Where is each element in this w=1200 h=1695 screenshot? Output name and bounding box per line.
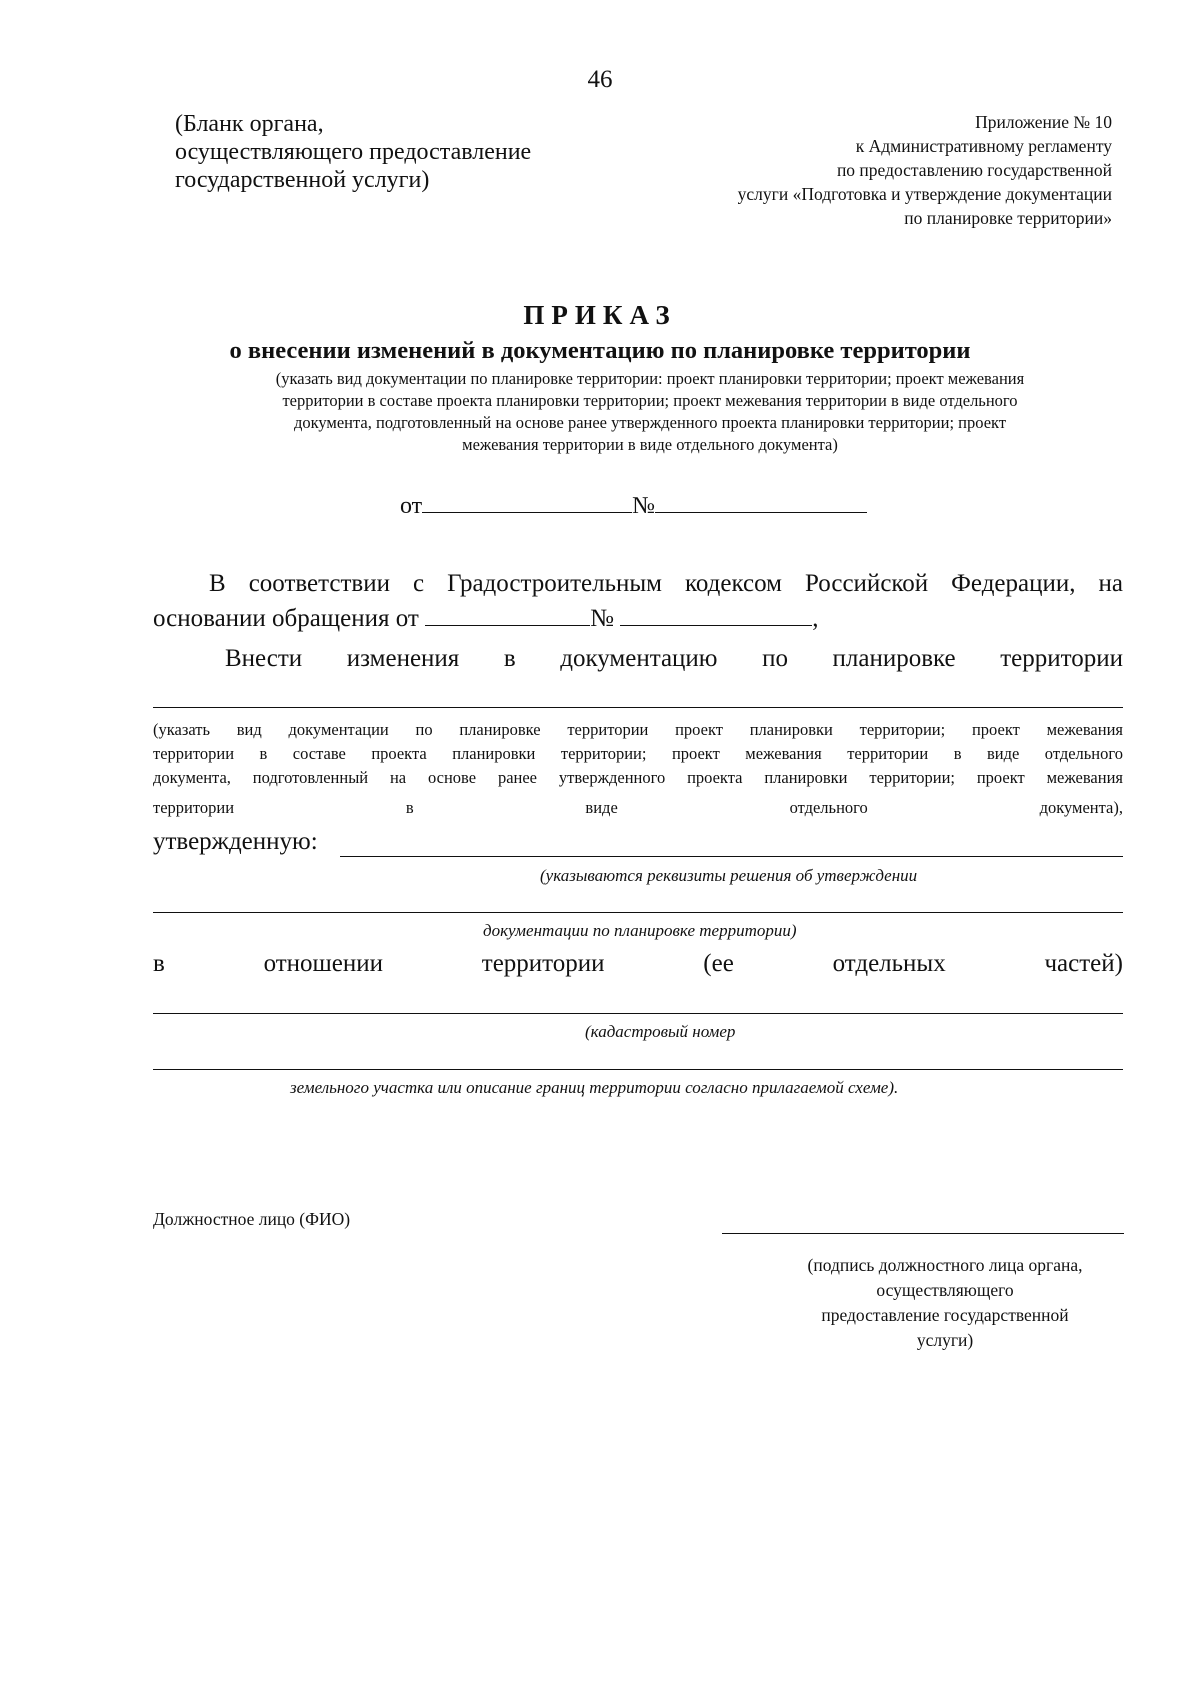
document-title: ПРИКАЗ <box>523 300 677 330</box>
amend-instruction-line <box>225 645 1123 673</box>
approved-label: утвержденную: <box>153 828 318 855</box>
word: в <box>153 950 165 977</box>
requisites-hint: (указываются реквизиты решения об утверждении <box>540 866 918 885</box>
appendix-line: услуги «Подготовка и утверждение документации <box>737 184 1112 204</box>
word: планировке <box>832 645 956 672</box>
territory-description-hint: земельного участка или описание границ территории согласно прилагаемой схеме). <box>290 1078 899 1097</box>
appendix-line: Приложение № 10 <box>975 112 1112 132</box>
word: территории <box>153 798 235 817</box>
appeal-number-label: № <box>590 605 614 632</box>
appendix-line: по планировке территории» <box>904 208 1112 228</box>
territory-description-blank[interactable] <box>153 1069 1123 1070</box>
document-subtitle: о внесении изменений в документацию по планировке территории <box>229 337 971 364</box>
from-label: от <box>400 493 423 519</box>
hint-line: (указать вид документации по планировке территории проект планировки территории; проект межевания <box>153 720 1123 739</box>
basis-line-2 <box>153 601 1123 636</box>
appeal-number-blank[interactable] <box>620 605 812 626</box>
territory-relation-line <box>153 950 1123 978</box>
hint-line: услуги) <box>916 1330 974 1350</box>
hint-line: документа, подготовленный на основе ранее утвержденного проекта планировки территории; проект <box>293 413 1007 432</box>
hint-line: (указать вид документации по планировке территории: проект планировки территории; проект межевания <box>275 369 1025 388</box>
word: в <box>503 645 516 672</box>
cadastral-number-blank[interactable] <box>153 1013 1123 1014</box>
signature-blank[interactable] <box>722 1233 1124 1234</box>
word: виде <box>585 798 618 817</box>
hint-line: документа, подготовленный на основе ранее утвержденного проекта планировки территории; проект межевания <box>153 768 1123 787</box>
order-number-blank[interactable] <box>655 492 867 513</box>
word: (ее <box>703 950 734 977</box>
approval-requisites-blank[interactable] <box>340 856 1123 857</box>
hint-line: территории в составе проекта планировки территории; проект межевания территории в виде отдельного <box>153 744 1123 763</box>
appeal-date-label: основании обращения от <box>153 605 419 632</box>
blank-line: государственной услуги) <box>175 167 430 193</box>
word: в <box>405 798 414 817</box>
word: документа), <box>1039 798 1123 817</box>
word: изменения <box>346 645 460 672</box>
hint-last-line <box>153 796 1123 820</box>
appendix-line: по предоставлению государственной <box>836 160 1112 180</box>
documentation-type-blank[interactable] <box>153 707 1123 708</box>
word: территории <box>1000 645 1123 672</box>
appendix-reference <box>738 110 1112 230</box>
word: отдельного <box>789 798 868 817</box>
official-name-label: Должностное лицо (ФИО) <box>153 1209 351 1229</box>
word: отношении <box>263 950 384 977</box>
documentation-type-hint-2 <box>153 718 1123 820</box>
order-date-blank[interactable] <box>422 492 632 513</box>
hint-line: осуществляющего <box>876 1280 1014 1300</box>
hint-line: (подпись должностного лица органа, <box>807 1255 1083 1275</box>
word: территории <box>481 950 605 977</box>
number-label: № <box>632 493 656 519</box>
order-date-number-line <box>400 492 867 520</box>
blank-line: осуществляющего предоставление <box>175 139 532 165</box>
appeal-date-blank[interactable] <box>425 605 590 626</box>
hint-line: межевания территории в виде отдельного документа) <box>462 435 838 454</box>
requisites-hint-2: документации по планировке территории) <box>483 921 797 940</box>
blank-line: (Бланк органа, <box>175 111 324 137</box>
issuer-blank-placeholder <box>175 110 531 194</box>
signature-hint <box>750 1253 1140 1353</box>
basis-paragraph <box>153 566 1123 636</box>
cadastral-hint: (кадастровый номер <box>585 1022 736 1041</box>
word: частей) <box>1044 950 1123 977</box>
basis-line: В соответствии с Градостроительным кодексом Российской Федерации, на <box>209 570 1123 597</box>
word: документацию <box>560 645 718 672</box>
comma: , <box>812 605 819 632</box>
word: отдельных <box>832 950 946 977</box>
page-number: 46 <box>587 66 613 93</box>
word: по <box>762 645 788 672</box>
hint-line: предоставление государственной <box>821 1305 1069 1325</box>
word: Внести <box>225 645 303 672</box>
documentation-type-hint <box>180 368 1120 456</box>
approval-requisites-blank-2[interactable] <box>153 912 1123 913</box>
hint-line: территории в составе проекта планировки территории; проект межевания территории в виде отдельного <box>282 391 1018 410</box>
appendix-line: к Административному регламенту <box>855 136 1112 156</box>
